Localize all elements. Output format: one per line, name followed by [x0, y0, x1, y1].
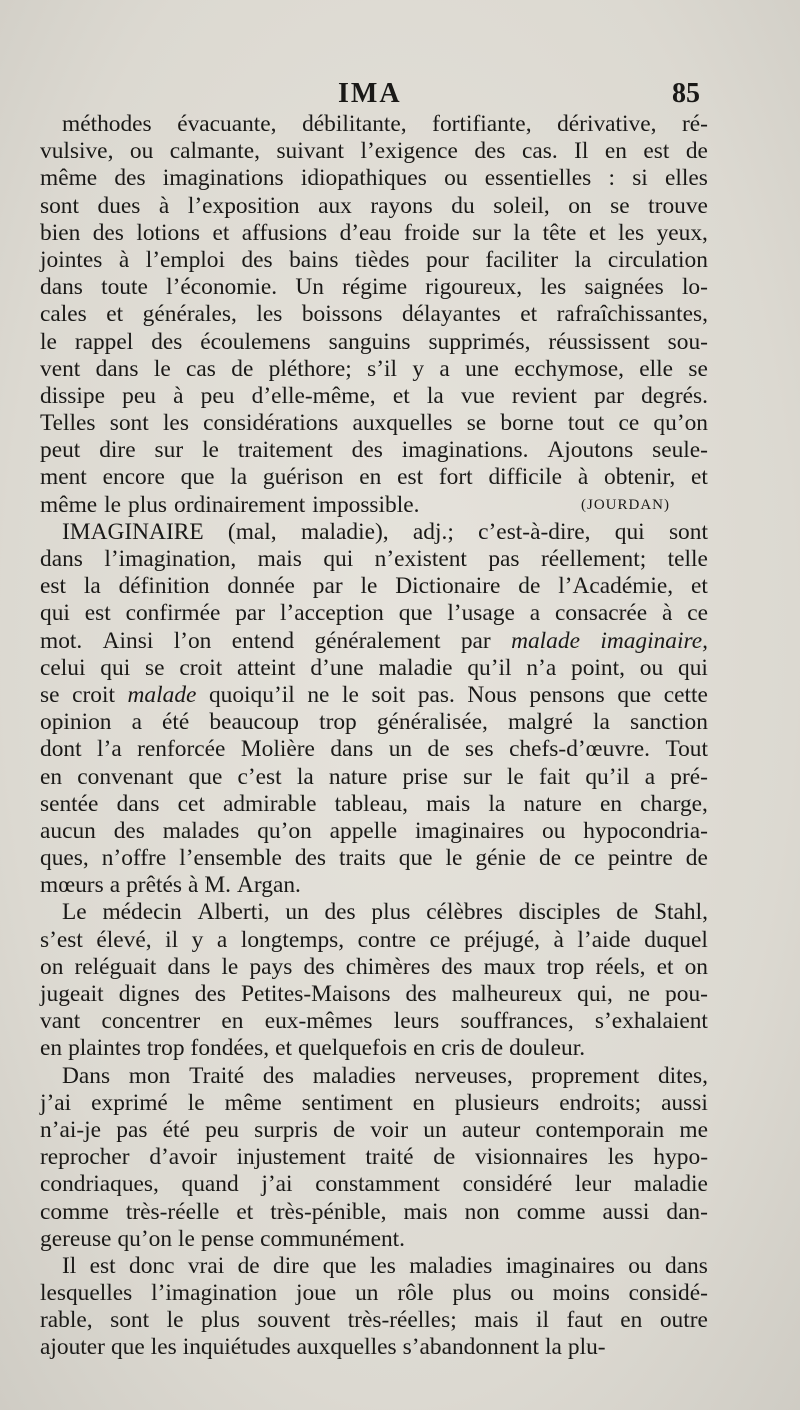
text-line: dont l’a renforcée Molière dans un de ses chefs-d’œuvre. Tout: [40, 736, 708, 763]
text-line: se croit malade quoiqu’il ne le soit pas. Nous pensons que cette: [40, 681, 708, 708]
text-line: méthodes évacuante, débilitante, fortifiante, dérivative, ré-: [62, 111, 708, 137]
text-line: ajouter que les inquiétudes auxquelles s’abandonnent la plu-: [40, 1334, 606, 1361]
text-line: Telles sont les considérations auxquelles se borne tout ce qu’on: [40, 410, 708, 437]
paragraph: [40, 899, 708, 1062]
text-line: s’est élevé, il y a longtemps, contre ce préjugé, à l’aide duquel: [40, 926, 708, 953]
text-line: Il est donc vrai de dire que les maladies imaginaires ou dans: [62, 1252, 708, 1279]
text-line: rable, sont le plus souvent très-réelles; mais il faut en outre: [40, 1307, 708, 1334]
text-line: condriaques, quand j’ai constamment considéré leur maladie: [40, 1171, 708, 1198]
text-line: dissipe peu à peu d’elle-même, et la vue revient par degrés.: [40, 382, 708, 409]
text-line: opinion a été beaucoup trop généralisée, malgré la sanction: [40, 709, 708, 736]
text-line: cales et générales, les boissons délayantes et rafraîchissantes,: [40, 301, 708, 328]
text-line: n’ai-je pas été peu surpris de voir un auteur contemporain me: [40, 1116, 708, 1143]
text-line: j’ai exprimé le même sentiment en plusieurs endroits; aussi: [40, 1089, 708, 1116]
text-line: même des imaginations idiopathiques ou essentielles : si elles: [40, 165, 708, 192]
text-line: mot. Ainsi l’on entend généralement par malade imaginaire,: [40, 627, 708, 654]
text-line: est la définition donnée par le Dictionaire de l’Académie, et: [40, 573, 708, 600]
text-line: Dans mon Traité des maladies nerveuses, proprement dites,: [62, 1062, 708, 1089]
text-line: jointes à l’emploi des bains tièdes pour faciliter la circulation: [40, 246, 708, 273]
text-line: ques, n’offre l’ensemble des traits que le génie de ce peintre de: [40, 845, 708, 872]
text-line: IMAGINAIRE (mal, maladie), adj.; c’est-à-dire, qui sont: [62, 518, 708, 545]
text-line: celui qui se croit atteint d’une maladie qu’il n’a point, ou qui: [40, 654, 708, 681]
text-line: comme très-réelle et très-pénible, mais non comme aussi dan-: [40, 1198, 708, 1225]
page-body: [40, 111, 708, 1362]
text-line: bien des lotions et affusions d’eau froide sur la tête et les yeux,: [40, 219, 708, 246]
text-line: gereuse qu’on le pense communément.: [40, 1225, 406, 1252]
text-line: qui est confirmée par l’acception que l’usage a consacrée à ce: [40, 600, 708, 627]
text-line: dans toute l’économie. Un régime rigoureux, les saignées lo-: [40, 274, 708, 301]
text-line: on reléguait dans le pays des chimères des maux trop réels, et on: [40, 953, 708, 980]
text-line: reprocher d’avoir injustement traité de visionnaires les hypo-: [40, 1144, 708, 1171]
text-line: lesquelles l’imagination joue un rôle plus ou moins considé-: [40, 1280, 708, 1307]
running-head: IMA: [338, 78, 402, 109]
page-header: [0, 78, 800, 112]
text-line: jugeait dignes des Petites-Maisons des malheureux qui, ne pou-: [40, 981, 708, 1007]
text-line: sont dues à l’exposition aux rayons du soleil, on se trouve: [40, 192, 708, 219]
text-line: vulsive, ou calmante, suivant l’exigence des cas. Il en est de: [40, 138, 708, 165]
text-line: peut dire sur le traitement des imaginations. Ajoutons seule-: [40, 437, 708, 464]
text-line: dans l’imagination, mais qui n’existent pas réellement; telle: [40, 546, 708, 572]
text-line: vent dans le cas de pléthore; s’il y a une ecchymose, elle se: [40, 355, 708, 382]
paragraph: [40, 1253, 708, 1362]
paragraph: [40, 111, 708, 519]
text-line: en plaintes trop fondées, et quelquefois en cris de douleur.: [40, 1035, 586, 1062]
text-line: Le médecin Alberti, un des plus célèbres disciples de Stahl,: [62, 899, 708, 926]
paragraph: [40, 519, 708, 900]
text-line: en convenant que c’est la nature prise sur le fait qu’il a pré-: [40, 763, 708, 790]
text-line: même le plus ordinairement impossible. (JOURDAN): [40, 491, 670, 518]
author-signature: (JOURDAN): [581, 496, 670, 513]
paragraph: [40, 1063, 708, 1253]
text-line: vant concentrer en eux-mêmes leurs souffrances, s’exhalaient: [40, 1008, 708, 1035]
text-line: le rappel des écoulemens sanguins supprimés, réussissent sou-: [40, 328, 708, 355]
text-line: sentée dans cet admirable tableau, mais la nature en charge,: [40, 790, 708, 817]
text-line: mœurs a prêtés à M. Argan.: [40, 872, 301, 899]
page-number: 85: [672, 78, 700, 109]
text-line: aucun des malades qu’on appelle imaginaires ou hypocondria-: [40, 817, 708, 844]
text-line: ment encore que la guérison en est fort difficile à obtenir, et: [40, 464, 708, 491]
